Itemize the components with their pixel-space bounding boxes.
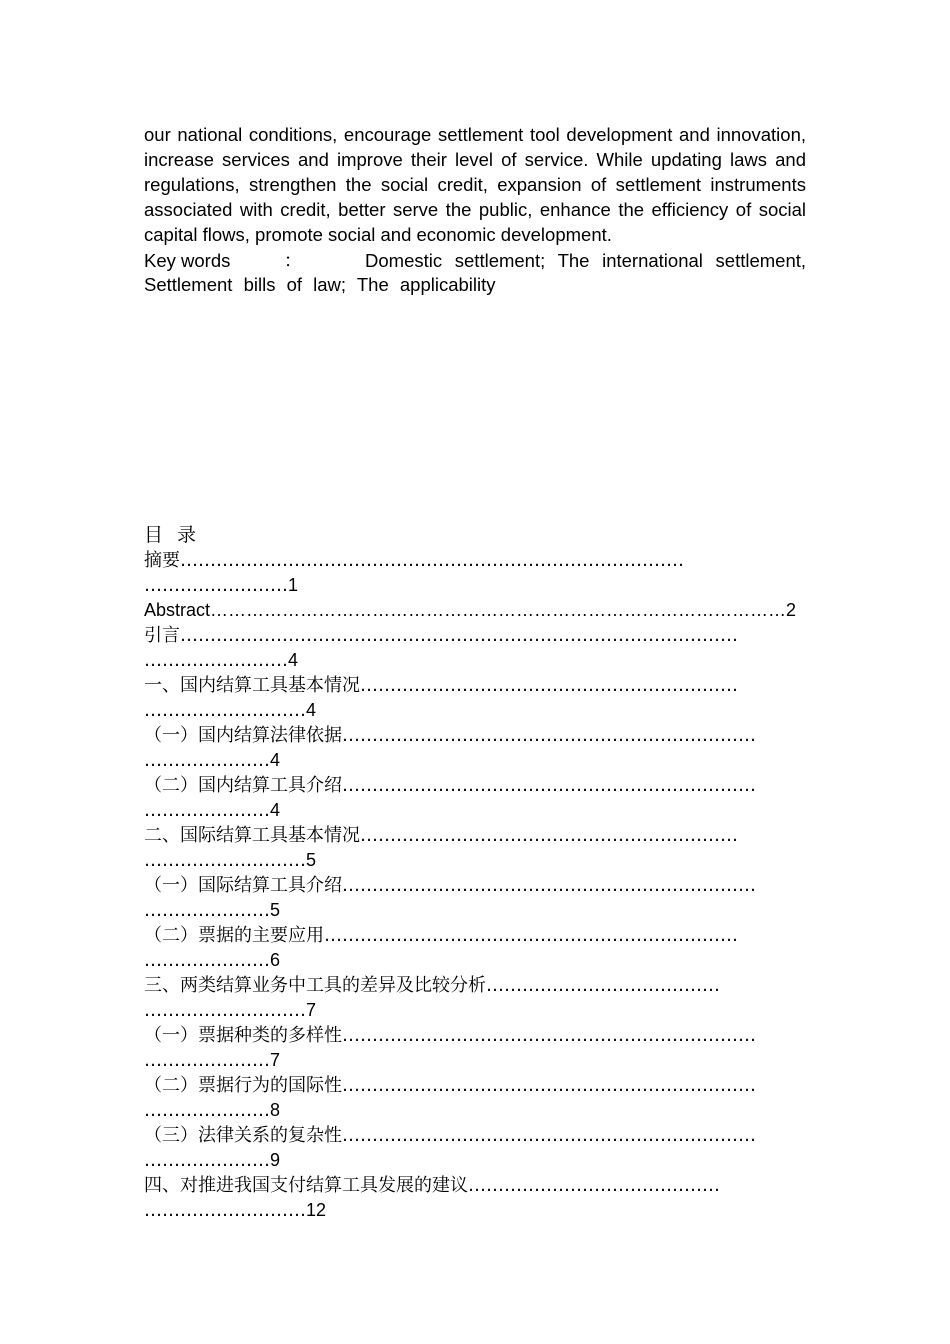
toc-entry[interactable]: [144, 773, 806, 823]
toc-page-number: 9: [270, 1150, 281, 1170]
toc-leader-dots: …………………: [144, 900, 270, 921]
toc-entry-line: [144, 823, 806, 848]
toc-page-number: 8: [270, 1100, 281, 1120]
toc-leader-dots: ……………………………………………………………: [324, 925, 738, 946]
toc-entry-continuation: [144, 898, 806, 923]
toc-entry-continuation: [144, 698, 806, 723]
toc-entry-line: [144, 923, 806, 948]
abstract-paragraph: our national conditions, encourage settlement tool development and innovation, increase services and improve their level of service. While updating laws and regulations, strengthen the social credit, expansion of settlement instruments associated with credit, better serve the public, enhance the efficiency of social capital flows, promote social and economic development.: [144, 124, 806, 245]
toc-entry-label: （二）票据行为的国际性: [144, 1075, 342, 1096]
toc-leader-dots: ………………………: [144, 1200, 306, 1221]
toc-entry-label: 二、国际结算工具基本情况: [144, 825, 360, 846]
toc-leader-dots: ………………………………………………………: [360, 675, 738, 696]
toc-entry-label: （二）票据的主要应用: [144, 925, 324, 946]
toc-leader-dots: ……………………: [144, 575, 288, 596]
toc-entry-label: Abstract: [144, 600, 211, 620]
toc-entry[interactable]: [144, 823, 806, 873]
toc-entry-continuation: [144, 648, 806, 673]
toc-leader-dots: …………………: [144, 800, 270, 821]
toc-entry-continuation: [144, 798, 806, 823]
toc-leader-dots: ……………………………………………………………: [342, 725, 756, 746]
toc-entry[interactable]: [144, 1123, 806, 1173]
toc-page-number: 1: [288, 575, 299, 595]
toc-entry-line: [144, 723, 806, 748]
toc-leader-dots: ……………………………………………………………: [342, 1125, 756, 1146]
toc-leader-dots: ……………………………………………………………: [342, 875, 756, 896]
toc-entry-line: [144, 1123, 806, 1148]
toc-leader-dots: …………………………………………………………………………: [180, 550, 684, 571]
toc-entry[interactable]: [144, 723, 806, 773]
toc-entry[interactable]: [144, 598, 806, 623]
toc-entry[interactable]: [144, 1023, 806, 1073]
toc-page-number: 7: [306, 1000, 317, 1020]
toc-leader-dots: ……………………………………: [468, 1175, 720, 1196]
toc-leader-dots: ………………………………………………………: [360, 825, 738, 846]
toc-leader-dots: ……………………………………………………………: [342, 775, 756, 796]
toc-entry-label: 四、对推进我国支付结算工具发展的建议: [144, 1175, 468, 1196]
toc-entry-line: [144, 1173, 806, 1198]
toc-entry[interactable]: [144, 673, 806, 723]
toc-leader-dots: …………………: [144, 1150, 270, 1171]
toc-entry-label: 引言: [144, 625, 180, 646]
toc-leader-dots: ……………………………………………………………: [342, 1025, 756, 1046]
toc-leader-dots: …………………………………: [486, 975, 720, 996]
toc-entry[interactable]: [144, 923, 806, 973]
toc-page-number: 5: [270, 900, 281, 920]
keywords-label: Key words: [144, 250, 231, 271]
toc-entry-continuation: [144, 1148, 806, 1173]
keywords-value: Domestic settlement; The international settlement, Settlement bills of law; The applicability: [144, 250, 807, 295]
toc-page-number: 4: [270, 800, 281, 820]
toc-entry-line: [144, 1023, 806, 1048]
keywords-line: [144, 249, 806, 297]
toc-entry[interactable]: [144, 873, 806, 923]
toc-entry-label: 一、国内结算工具基本情况: [144, 675, 360, 696]
toc-leader-dots: …………………: [144, 950, 270, 971]
toc-entry[interactable]: [144, 1073, 806, 1123]
toc-entry-label: （二）国内结算工具介绍: [144, 775, 342, 796]
toc-page-number: 4: [270, 750, 281, 770]
toc-entry-line: [144, 548, 806, 573]
toc-entry-line: [144, 873, 806, 898]
toc-entry-label: （一）国内结算法律依据: [144, 725, 342, 746]
toc-entry-line: [144, 1073, 806, 1098]
toc-entry-continuation: [144, 1198, 806, 1223]
toc-entry-line: [144, 973, 806, 998]
toc-entry-line: [144, 673, 806, 698]
keywords-colon: ：: [283, 250, 304, 271]
toc-title: 目 录: [144, 524, 201, 546]
toc-entry-label: （一）票据种类的多样性: [144, 1025, 342, 1046]
toc-entry-continuation: [144, 748, 806, 773]
toc-entry-label: 摘要: [144, 550, 180, 571]
toc-page-number: 4: [288, 650, 299, 670]
toc-entry-label: 三、两类结算业务中工具的差异及比较分析: [144, 975, 486, 996]
toc-entry[interactable]: [144, 973, 806, 1023]
table-of-contents: [144, 523, 806, 1223]
abstract-section: [144, 122, 806, 297]
toc-entry-label: （三）法律关系的复杂性: [144, 1125, 342, 1146]
toc-leader-dots: …………………: [144, 1050, 270, 1071]
toc-page-number: 6: [270, 950, 281, 970]
toc-entry-continuation: [144, 1048, 806, 1073]
toc-leader-dots: ………………………: [144, 850, 306, 871]
toc-leader-dots: ………………………: [144, 1000, 306, 1021]
toc-page-number: 4: [306, 700, 317, 720]
toc-entry-continuation: [144, 948, 806, 973]
toc-page-number: 12: [306, 1200, 327, 1220]
toc-entry-label: （一）国际结算工具介绍: [144, 875, 342, 896]
toc-page-number: 7: [270, 1050, 281, 1070]
toc-leader-dots: …………………: [144, 750, 270, 771]
toc-leader-dots: …………………: [144, 1100, 270, 1121]
toc-list: [144, 548, 806, 1223]
toc-leader-dots: ……………………: [144, 650, 288, 671]
toc-leader-dots: …………………………………………………………………………………: [180, 625, 738, 646]
toc-entry-line: [144, 773, 806, 798]
toc-entry[interactable]: [144, 623, 806, 673]
toc-entry-continuation: [144, 848, 806, 873]
toc-leader-dots: ……………………………………………………………: [342, 1075, 756, 1096]
toc-entry-line: [144, 598, 806, 623]
toc-entry-continuation: [144, 573, 806, 598]
toc-leader-dots: ………………………: [144, 700, 306, 721]
toc-entry[interactable]: [144, 1173, 806, 1223]
toc-page-number: 2: [786, 600, 797, 620]
toc-leader-dots: ……………………………………………………………………………………: [210, 600, 787, 620]
toc-entry-line: [144, 623, 806, 648]
toc-entry[interactable]: [144, 548, 806, 598]
toc-page-number: 5: [306, 850, 317, 870]
toc-entry-continuation: [144, 998, 806, 1023]
toc-entry-continuation: [144, 1098, 806, 1123]
